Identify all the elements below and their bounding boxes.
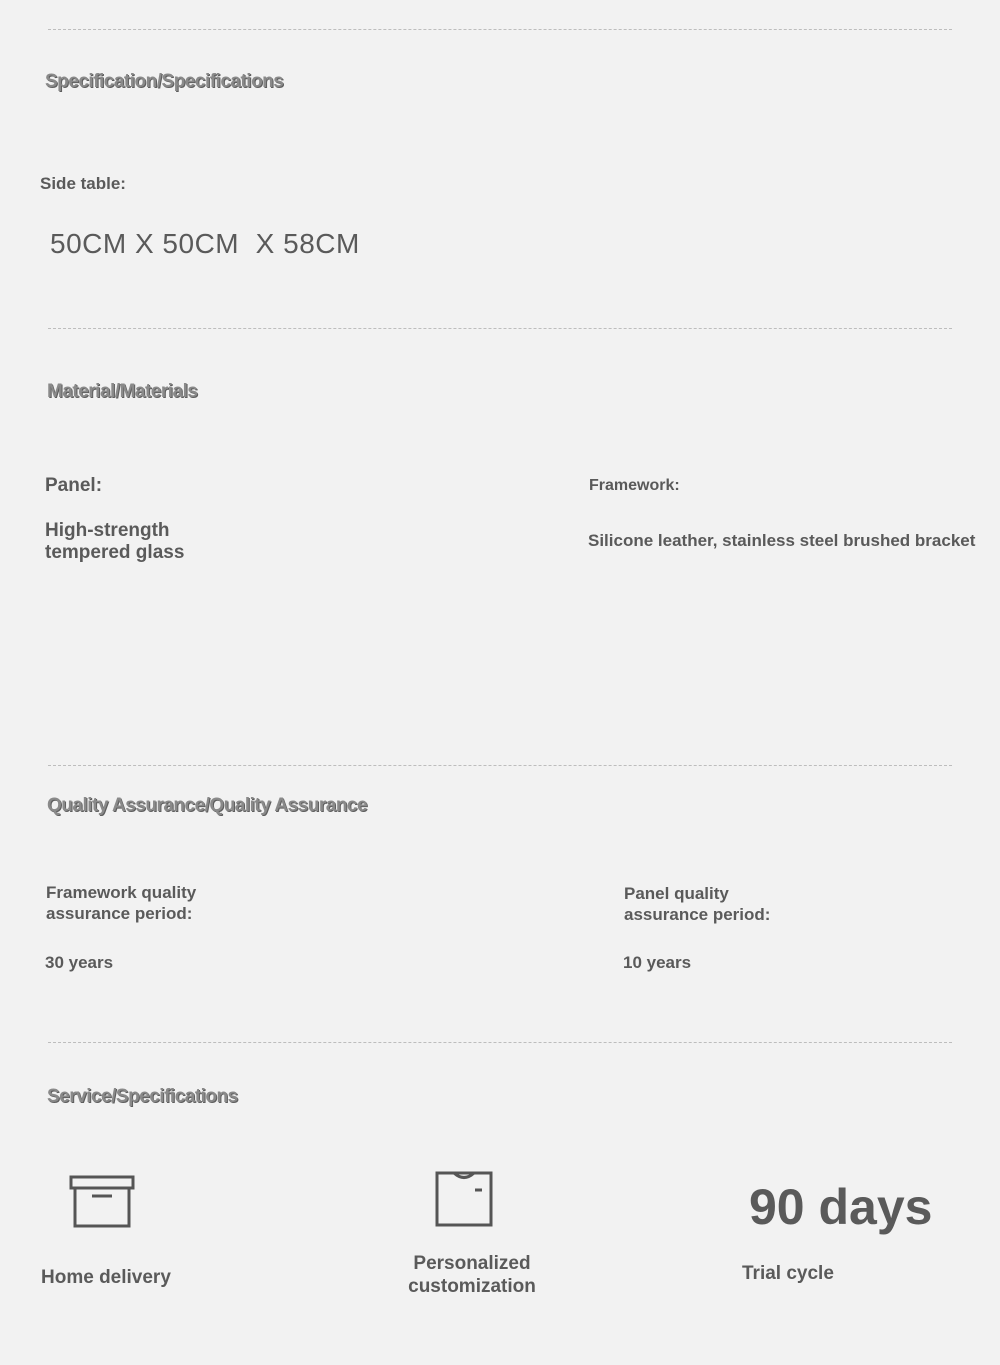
panel-value [45, 520, 184, 564]
shirt-icon [434, 1168, 494, 1228]
framework-warranty-label-line1: Framework quality [46, 883, 197, 902]
framework-label: Framework: [589, 477, 680, 494]
panel-warranty-value: 10 years [623, 953, 692, 972]
framework-value: Silicone leather, stainless steel brushed bracket [588, 531, 976, 550]
customization-label-line1: Personalized [413, 1253, 531, 1274]
section-divider [48, 29, 952, 30]
framework-warranty-value: 30 years [45, 953, 114, 972]
material-title: Material/Materials [47, 381, 198, 402]
quality-title: Quality Assurance/Quality Assurance [47, 795, 368, 816]
panel-warranty-label-line1: Panel quality [624, 884, 729, 903]
trial-days-value: 90 days [749, 1179, 933, 1235]
home-delivery-label: Home delivery [41, 1267, 171, 1288]
section-divider [48, 328, 952, 329]
dimensions-value: 50CM X 50CM X 58CM [50, 228, 360, 259]
customization-label-line2: customization [408, 1276, 536, 1297]
side-table-label: Side table: [40, 174, 126, 193]
panel-value-line2: tempered glass [45, 542, 185, 563]
panel-warranty-label [624, 883, 770, 925]
specification-title: Specification/Specifications [45, 71, 284, 92]
panel-label: Panel: [45, 475, 103, 496]
panel-warranty-label-line2: assurance period: [624, 905, 771, 924]
panel-value-line1: High-strength [45, 520, 170, 541]
framework-warranty-label-line2: assurance period: [46, 904, 193, 923]
service-title: Service/Specifications [47, 1086, 238, 1107]
section-divider [48, 1042, 952, 1043]
trial-cycle-label: Trial cycle [742, 1263, 834, 1284]
box-icon [68, 1174, 136, 1230]
framework-warranty-label [46, 882, 196, 924]
customization-label [402, 1252, 542, 1298]
section-divider [48, 765, 952, 766]
